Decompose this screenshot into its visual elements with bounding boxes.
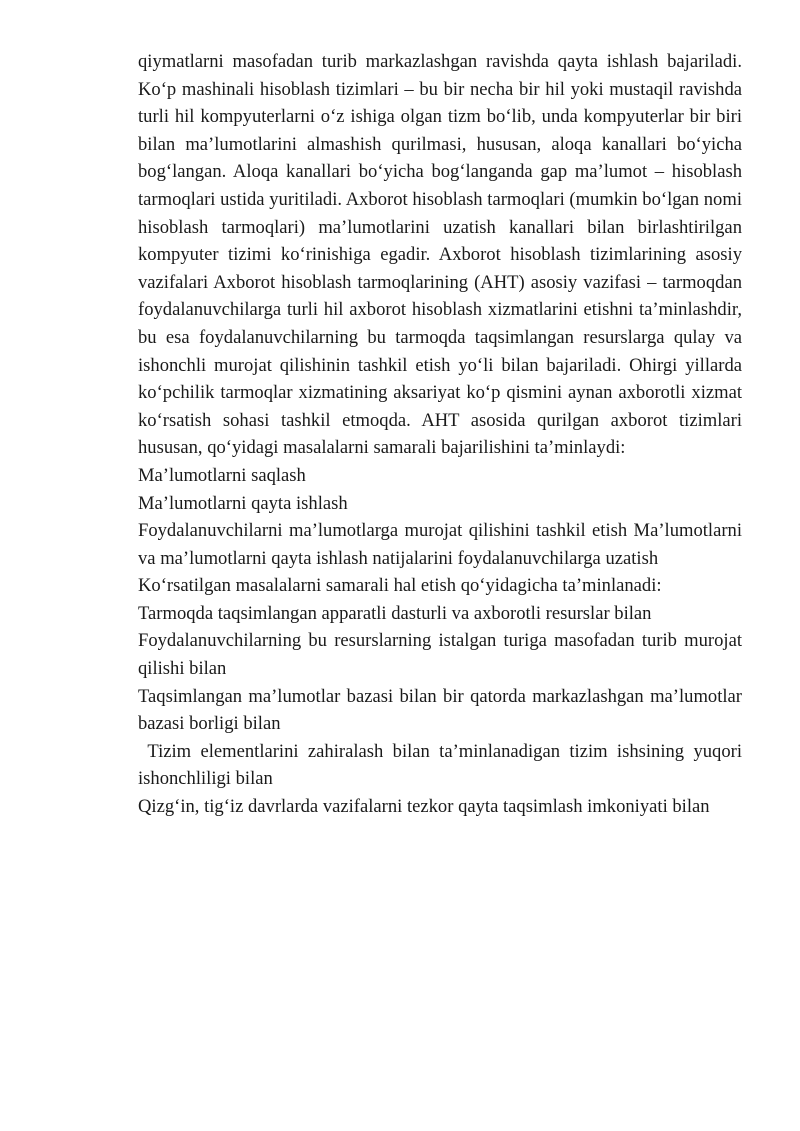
list-item: Ma’lumotlarni saqlash <box>138 464 306 486</box>
list-item: Tarmoqda taqsimlangan apparatli dasturli va axborotli resurslar bilan <box>138 602 652 624</box>
list-item: Foydalanuvchilarning bu resurslarning istalgan turiga masofadan turib murojat qilishi bilan <box>138 630 742 680</box>
list-item: Tizim elementlarini zahiralash bilan ta’minlanadigan tizim ishsining yuqori ishonchliligi bilan <box>138 740 747 790</box>
list-item: Taqsimlangan ma’lumotlar bazasi bilan bir qatorda markazlashgan ma’lumotlar bazasi borligi bilan <box>138 685 742 735</box>
list-item: Foydalanuvchilarni ma’lumotlarga murojat qilishini tashkil etish Ma’lumotlarni va ma’lumotlarni qayta ishlash natijalarini foydalanuvchilarga uzatish <box>138 520 742 569</box>
body-paragraph: Ko‘rsatilgan masalalarni samarali hal etish qo‘yidagicha ta’minlanadi: <box>138 575 662 597</box>
body-paragraph: qiymatlarni masofadan turib markazlashgan ravishda qayta ishlash bajariladi. Ko‘p mashinali hisoblash tizimlari – bu bir necha bir hil yoki mustaqil ravishda turli hil kompyuterlarni o‘z ishiga olgan tizm bo‘lib, unda kompyuterlar bir biri bilan ma’lumotlarini almashish qurilmasi, hususan, aloqa kanallari bo‘yicha bog‘langan. Aloqa kanallari bo‘yicha bog‘langanda gap ma’lumot – hisoblash tarmoqlari ustida yuritiladi. Axborot hisoblash tarmoqlari (mumkin bo‘lgan nomi hisoblash tarmoqlari) ma’lumotlarini uzatish kanallari bilan birlashtirilgan kompyuter tizimi ko‘rinishiga egadir. Axborot hisoblash tizimlarining asosiy vazifalari Axborot hisoblash tarmoqlarining (AHT) asosiy vazifasi – tarmoqdan foydalanuvchilarga turli hil axborot hisoblash xizmatlarini etishni ta’minlashdir, bu esa foydalanuvchilarning bu tarmoqda taqsimlangan resurslarga qulay va ishonchli murojat qilishinin tashkil etish yo‘li bilan bajariladi. Ohirgi yillarda ko‘pchilik tarmoqlar xizmatining aksariyat ko‘p qismini aynan axborotli xizmat ko‘rsatish sohasi tashkil etmoqda. AHT asosida qurilgan axborot tizimlari hususan, qo‘yidagi masalalarni samarali bajarilishini ta’minlaydi: <box>138 51 742 459</box>
list-item: Qizg‘in, tig‘iz davrlarda vazifalarni tezkor qayta taqsimlash imkoniyati bilan <box>138 796 710 818</box>
list-item: Ma’lumotlarni qayta ishlash <box>138 492 348 514</box>
document-page <box>138 48 747 821</box>
